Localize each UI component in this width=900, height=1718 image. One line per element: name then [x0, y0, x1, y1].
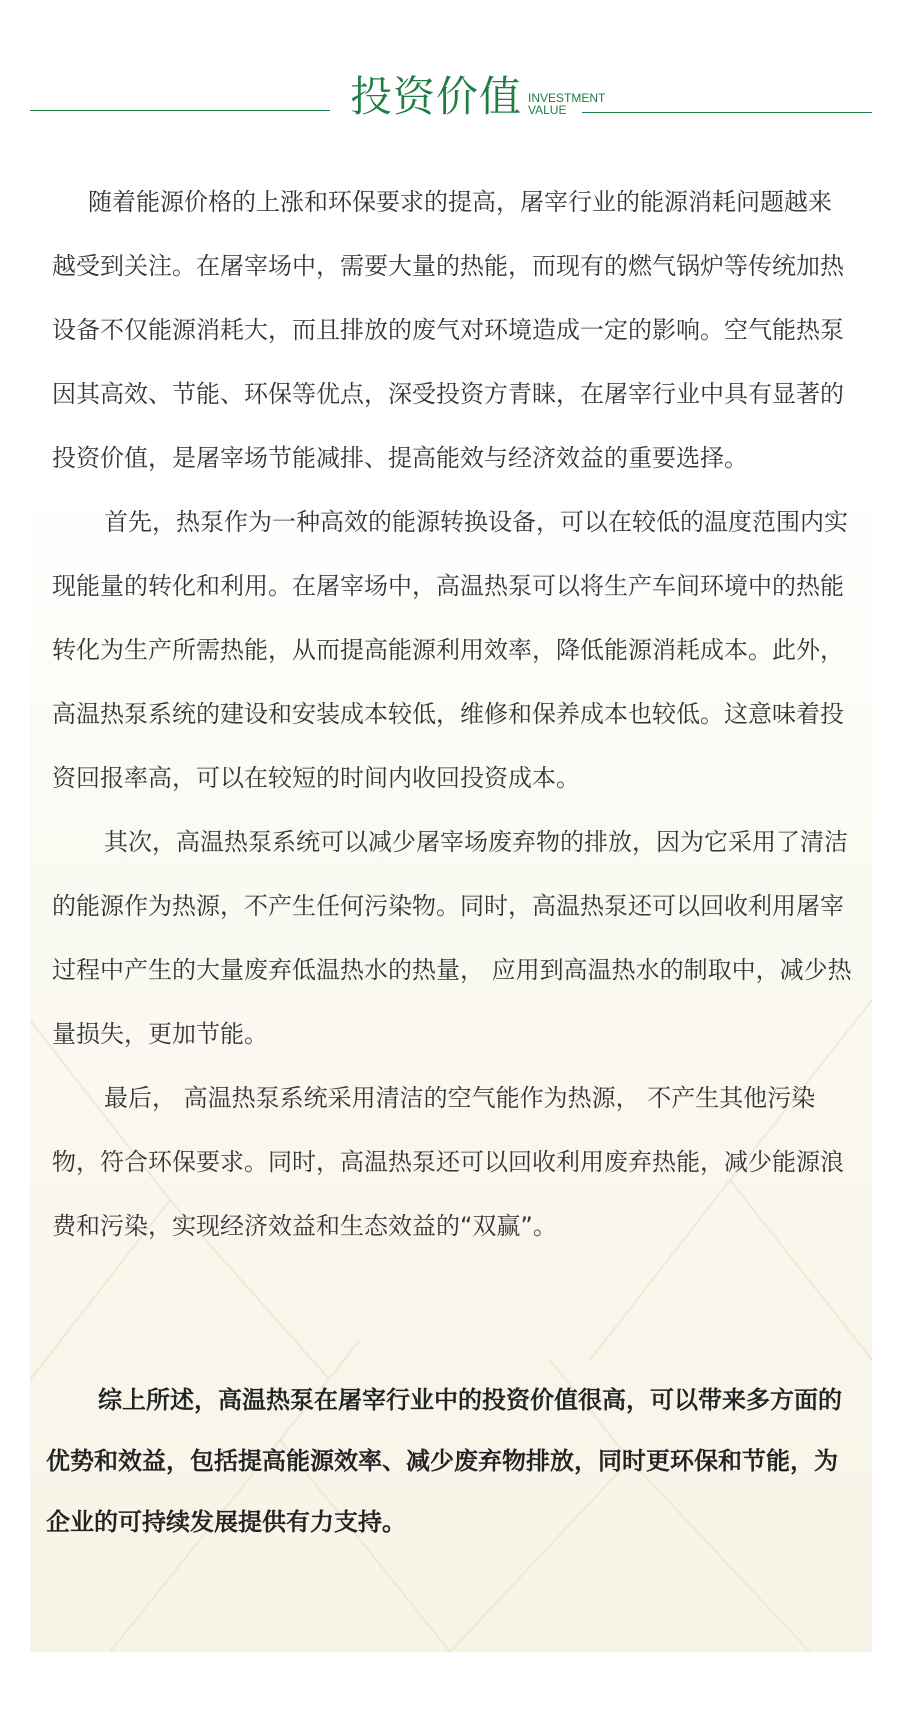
header-rule-right: [582, 112, 872, 113]
subtitle-line-1: INVESTMENT: [528, 91, 606, 105]
subtitle-line-2: VALUE: [528, 103, 567, 117]
paragraph-intro: 随着能源价格的上涨和环保要求的提高，屠宰行业的能源消耗问题越来越受到关注。在屠宰场中，需要大量的热能，而现有的燃气锅炉等传统加热设备不仅能源消耗大，而且排放的废气对环境造成一定的影响。空气能热泵因其高效、节能、环保等优点，深受投资方青睐，在屠宰行业中具有显著的投资价值，是屠宰场节能减排、提高能效与经济效益的重要选择。: [52, 188, 844, 472]
paragraph-last: 最后， 高温热泵系统采用清洁的空气能作为热源， 不产生其他污染物，符合环保要求。同时，高温热泵还可以回收利用废弃热能，减少能源浪费和污染，实现经济效益和生态效益的“双赢”。: [52, 1084, 844, 1240]
conclusion-block: [46, 1370, 858, 1553]
paragraph-second: 其次，高温热泵系统可以减少屠宰场废弃物的排放，因为它采用了清洁的能源作为热源，不产生任何污染物。同时，高温热泵还可以回收利用屠宰过程中产生的大量废弃低温热水的热量， 应用到高温热水的制取中，减少热量损失，更加节能。: [52, 828, 852, 1048]
section-subtitle: [528, 78, 605, 116]
title-group: [350, 72, 605, 122]
section-title: 投资价值: [350, 72, 523, 121]
header-rule-left: [30, 110, 330, 111]
section-header: [30, 72, 872, 122]
conclusion-paragraph: 综上所述，高温热泵在屠宰行业中的投资价值很高，可以带来多方面的优势和效益，包括提高能源效率、减少废弃物排放，同时更环保和节能，为企业的可持续发展提供有力支持。: [46, 1386, 842, 1536]
paragraph-first: 首先，热泵作为一种高效的能源转换设备，可以在较低的温度范围内实现能量的转化和利用。在屠宰场中，高温热泵可以将生产车间环境中的热能转化为生产所需热能，从而提高能源利用效率，降低能源消耗成本。此外，高温热泵系统的建设和安装成本较低，维修和保养成本也较低。这意味着投资回报率高，可以在较短的时间内收回投资成本。: [52, 508, 848, 792]
body-text: [52, 170, 854, 1258]
